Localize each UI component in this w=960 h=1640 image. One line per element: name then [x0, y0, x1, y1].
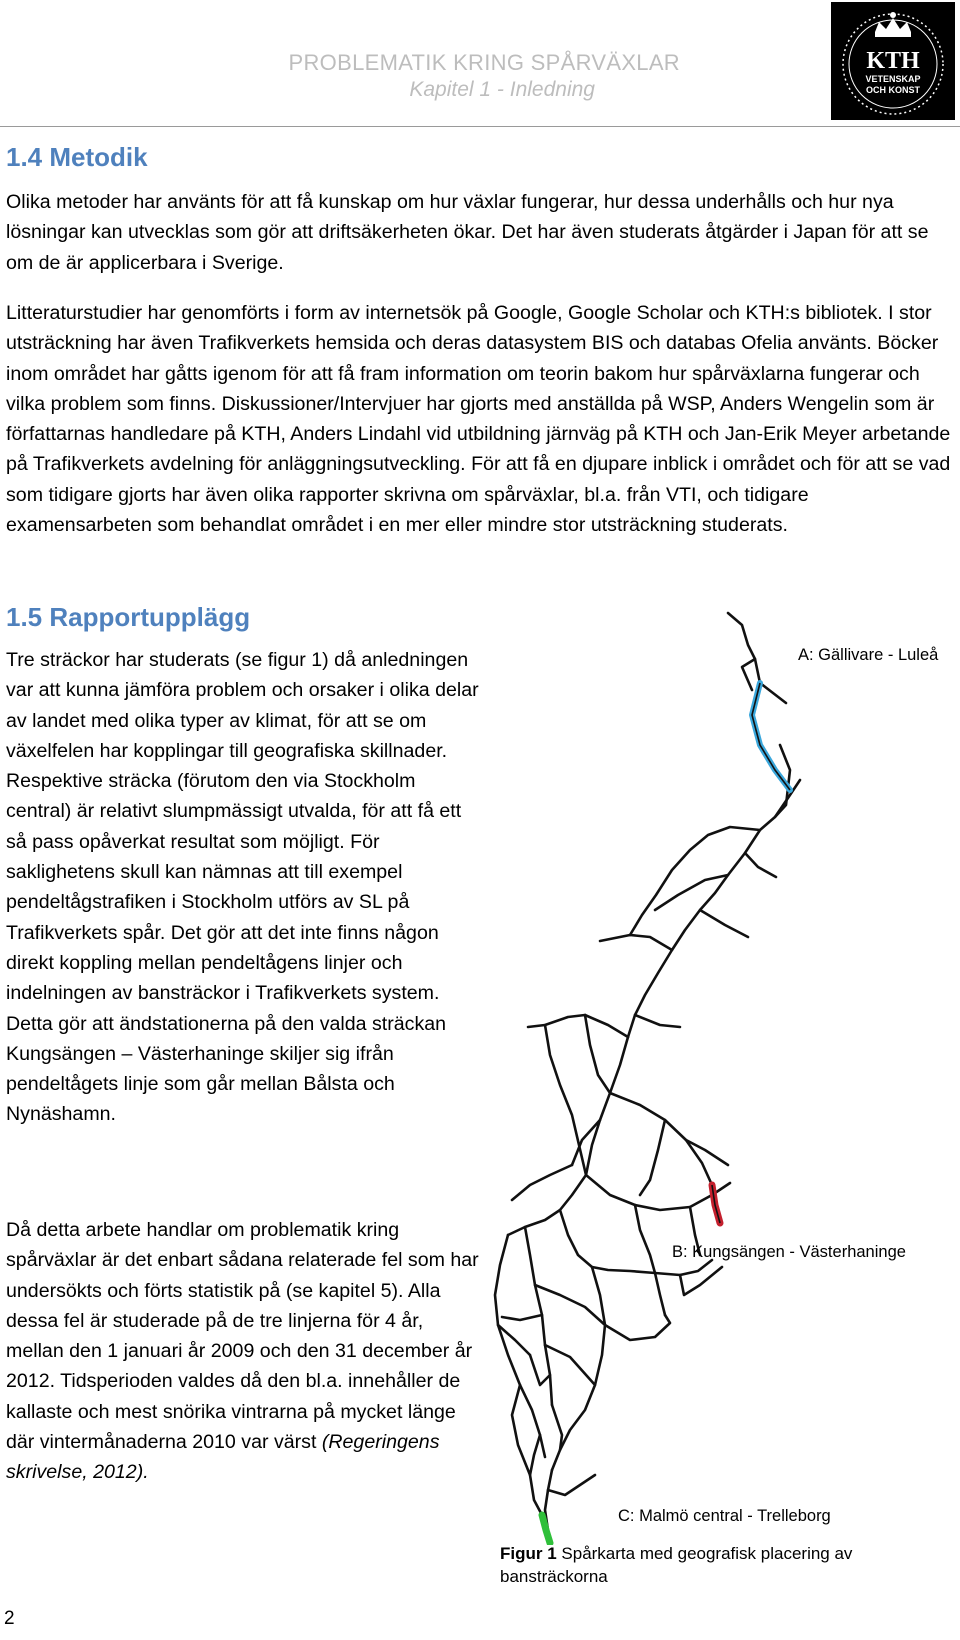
paragraph: Tre sträckor har studerats (se figur 1) då anledningen var att kunna jämföra problem och orsaker i olika delar av landet med olika typer av klimat, för att se om växelfelen har kopplingar till geografiska skillnader. Respektive sträcka (förutom den via Stockholm central) är relativt slumpmässigt utvalda, för att få ett så pass opåverkat resultat som möjligt. För saklighetens skull kan nämnas att till exempel pendeltågstrafiken i Stockholm utförs av SL på Trafikverkets spår. Det gör att det inte finns någon direkt koppling mellan pendeltågens linjer och indelningen av bansträckor i Trafikverkets system. Detta gör att ändstationerna på den valda sträckan Kungsängen – Västerhaninge skiljer sig ifrån pendeltågets linje som går mellan Bålsta och Nynäshamn.	[6, 649, 479, 1126]
route-c-label: C: Malmö central - Trelleborg	[618, 1507, 831, 1525]
svg-text:KTH: KTH	[866, 48, 920, 74]
paragraph	[6, 1215, 482, 1488]
kth-logo	[831, 2, 955, 120]
railway-network	[495, 613, 800, 1530]
route-c-highlight	[542, 1515, 550, 1543]
page-number: 2	[4, 1608, 15, 1629]
caption-text: Spårkarta med geografisk placering av bansträckorna	[500, 1544, 853, 1586]
paragraph-text: Då detta arbete handlar om problematik kring spårväxlar är det enbart sådana relaterade fel som har undersökts och förts statistik på (se kapitel 5). Alla dessa fel är studerade på de tre linjerna för 4 år, mellan den 1 januari år 2009 och den 31 december år 2012. Tidsperioden valdes då den bl.a. innehåller de kallaste och mest snörika vintrarna på mycket länge där vintermånaderna 2010 var värst	[6, 1219, 479, 1454]
paragraph: Olika metoder har använts för att få kunskap om hur växlar fungerar, hur dessa underhålls och hur nya lösningar kan utvecklas som gör att driftsäkerheten ökar. Det har även studerats åtgärder i Japan för att se om de är applicerbara i Sverige.	[6, 191, 929, 274]
figure-caption	[500, 1542, 930, 1588]
citation: (Regeringens skrivelse, 2012).	[6, 1431, 440, 1484]
route-a-label: A: Gällivare - Luleå	[798, 646, 939, 664]
running-header-chapter: Kapitel 1 - Inledning	[409, 78, 595, 101]
section-heading-metodik: 1.4 Metodik	[6, 142, 148, 172]
svg-text:OCH KONST: OCH KONST	[866, 85, 920, 95]
section-heading-rapportupplagg: 1.5 Rapportupplägg	[6, 602, 251, 632]
railway-map-figure	[490, 595, 960, 1545]
header-divider	[0, 126, 960, 127]
route-b-label: B: Kungsängen - Västerhaninge	[672, 1243, 906, 1261]
caption-label: Figur 1	[500, 1544, 557, 1563]
running-header-title: PROBLEMATIK KRING SPÅRVÄXLAR	[288, 50, 680, 75]
svg-text:VETENSKAP: VETENSKAP	[865, 74, 921, 84]
paragraph: Litteraturstudier har genomförts i form av internetsök på Google, Google Scholar och KTH:s bibliotek. I stor utsträckning har även Trafikverkets hemsida och deras datasystem BIS och databas Ofelia använts. Böcker inom området har gåtts igenom för att få fram information om teorin bakom hur spårväxlarna fungerar och vilka problem som finns. Diskussioner/Intervjuer har gjorts med anställda på WSP, Anders Wengelin som är författarnas handledare på KTH, Anders Lindahl vid utbildning järnväg på KTH och Jan-Erik Meyer arbetande på Trafikverkets avdelning för anläggningsutveckling. För att få en djupare inblick i området och för att se vad som tidigare gjorts har även olika rapporter skrivna om spårväxlar, bl.a. från VTI, och tidigare examensarbeten som behandlat området i en mer eller mindre stor utsträckning studerats.	[6, 302, 951, 537]
